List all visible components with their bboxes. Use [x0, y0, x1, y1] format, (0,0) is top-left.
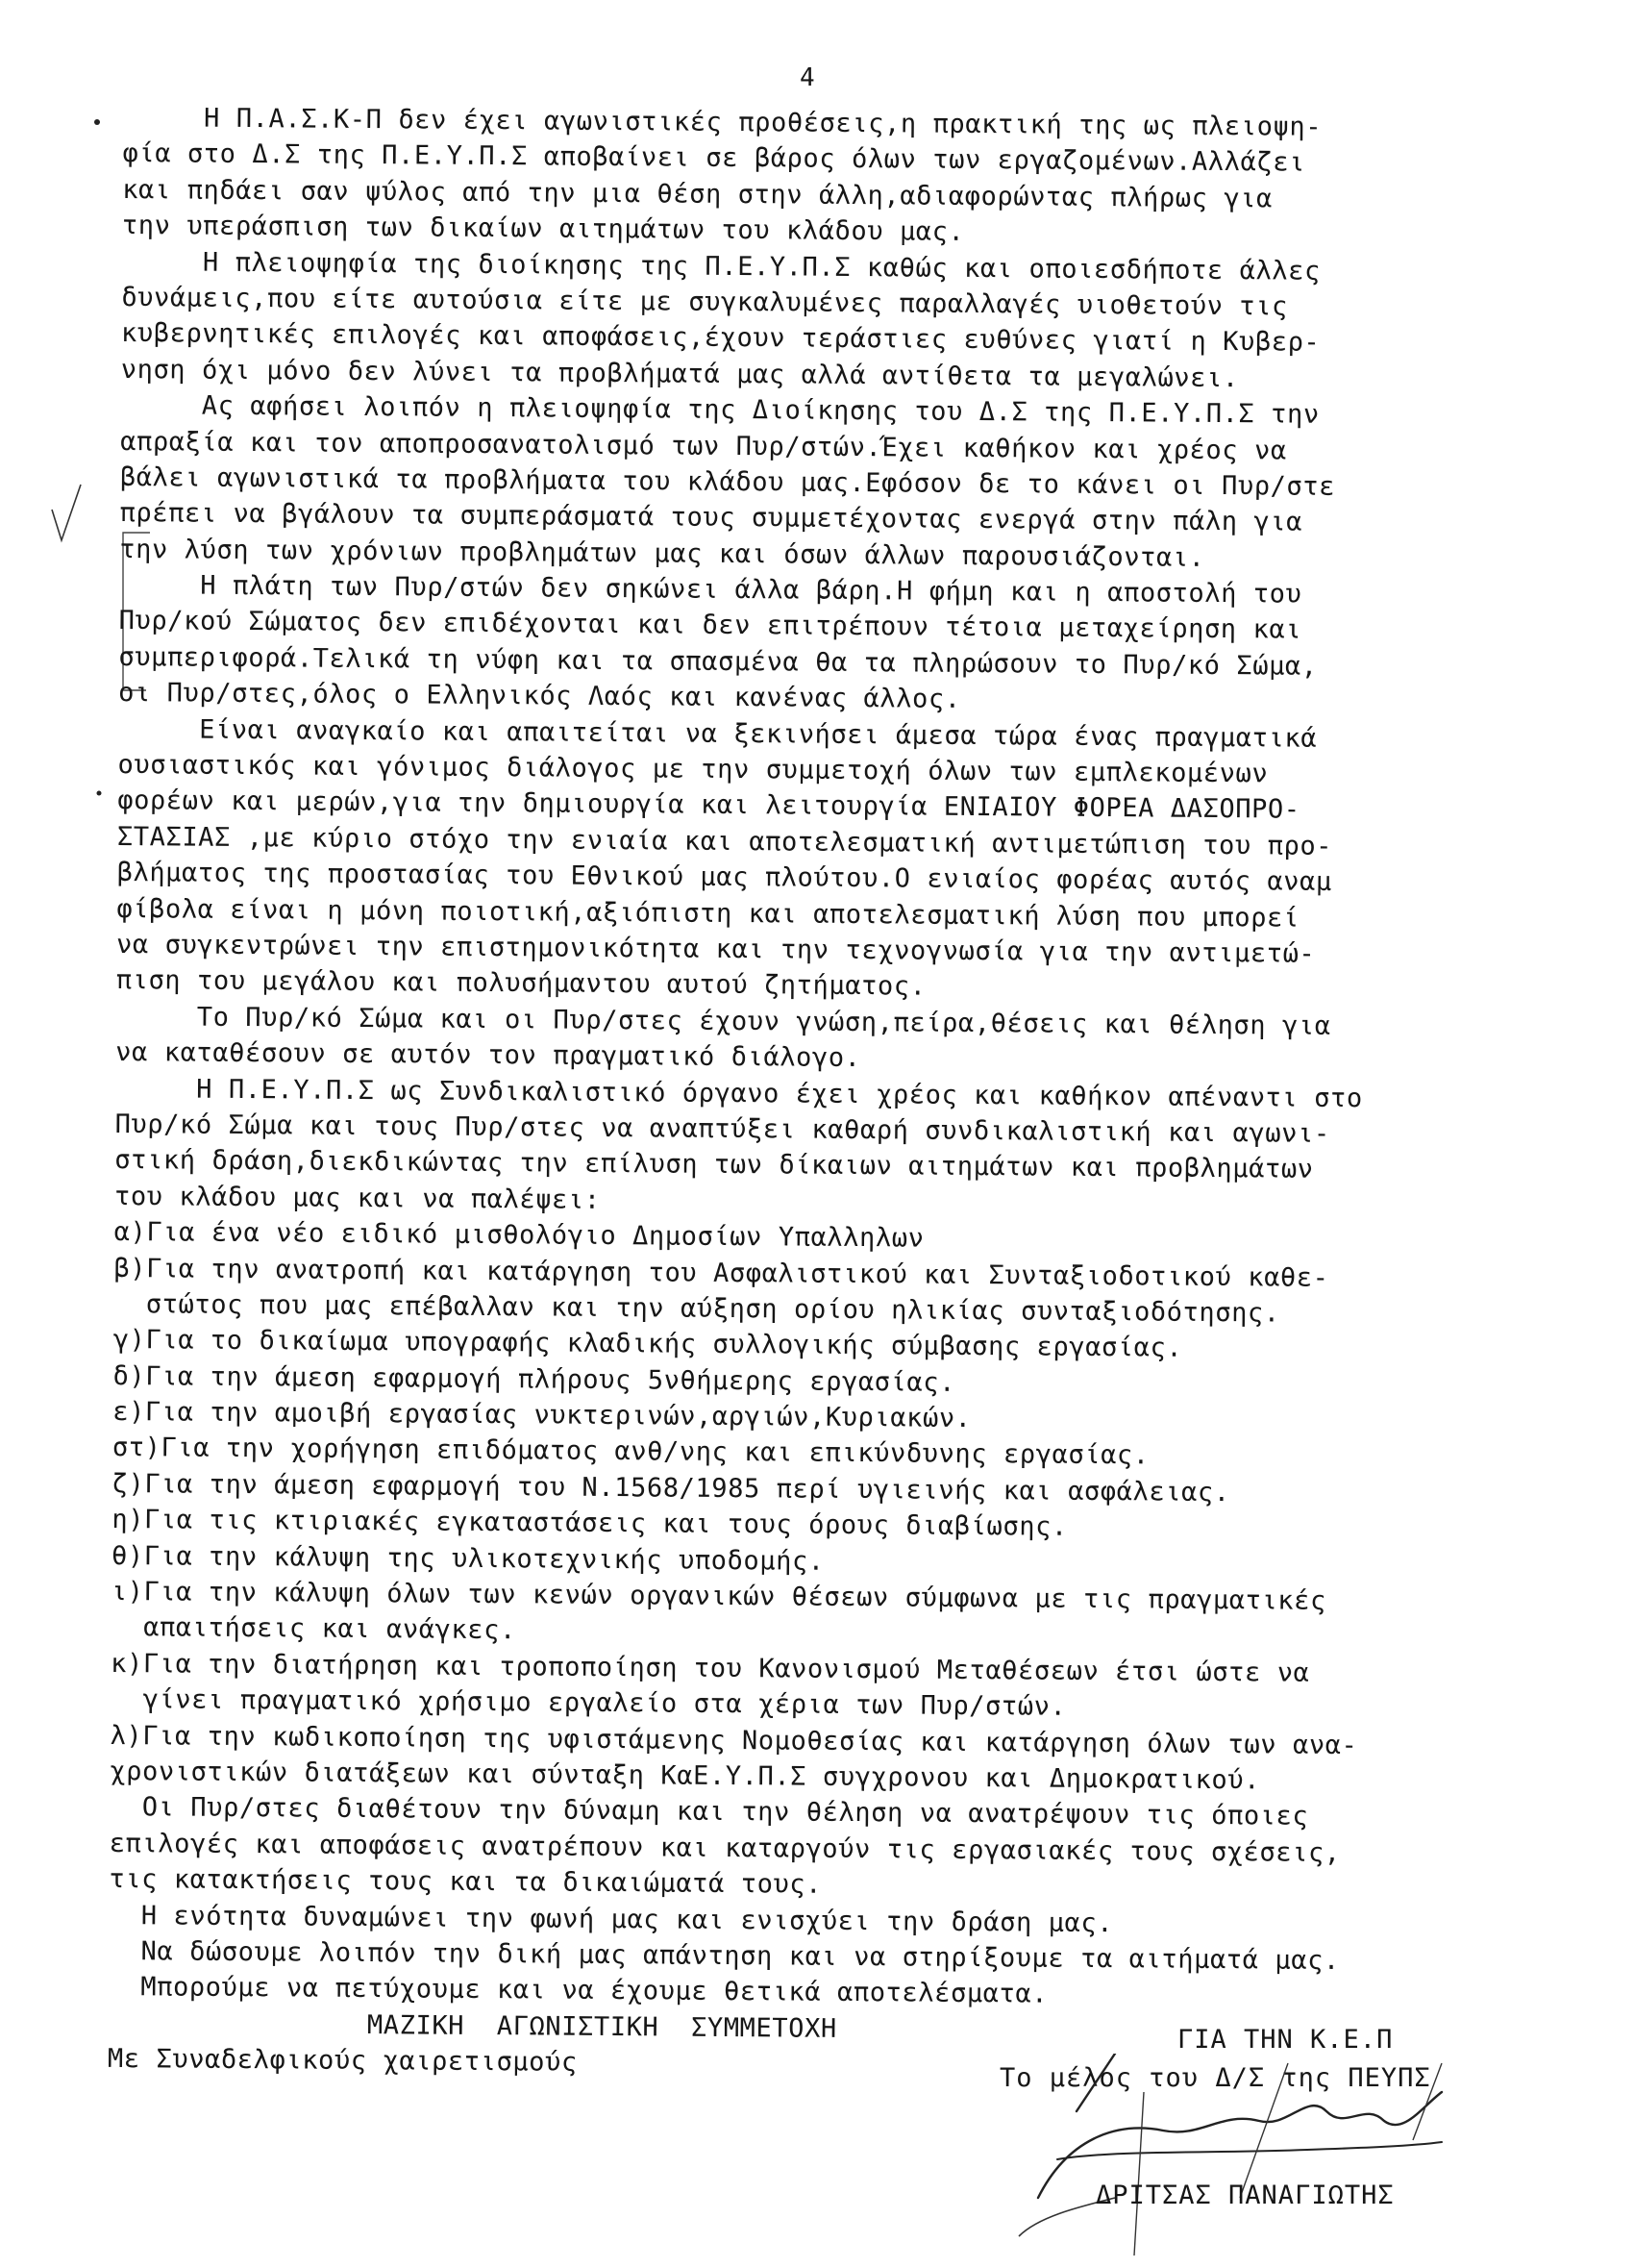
text-line: οι Πυρ/στες,όλος ο Ελληνικός Λαός και κανένας άλλος.	[118, 678, 961, 715]
text-line: β)Για την ανατροπή και κατάργηση του Ασφαλιστικού και Συνταξιοδοτικού καθε-	[113, 1253, 1329, 1293]
text-line: γίνει πραγματικό χρήσιμο εργαλείο στα χέρια των Πυρ/στών.	[110, 1684, 1067, 1722]
text-line: Με Συναδελφικούς χαιρετισμούς	[107, 2044, 578, 2078]
text-line: Είναι αναγκαίο και απαιτείται να ξεκινήσει άμεσα τώρα ένας πραγματικά	[117, 713, 1318, 754]
text-line: τις κατακτήσεις τους και τα δικαιώματά τους.	[109, 1864, 823, 1900]
margin-dot-mark	[90, 115, 104, 129]
margin-check-mark	[48, 481, 87, 558]
text-line: Η ενότητα δυναμώνει την φωνή μας και ενισχύει την δράση μας.	[109, 1900, 1114, 1938]
text-line: πρέπει να βγάλουν τα συμπεράσματά τους συμμετέχοντας ενεργά στην πάλη για	[119, 498, 1303, 537]
text-line: Πυρ/κό Σώμα και τους Πυρ/στες να αναπτύξει καθαρή συνδικαλιστική και αγωνι-	[114, 1109, 1330, 1149]
text-line: κυβερνητικές επιλογές και αποφάσεις,έχουν τεράστιες ευθύνες γιατί η Κυβερ-	[120, 318, 1321, 359]
text-line: συμπεριφορά.Τελικά τη νύφη και τα σπασμένα θα τα πληρώσουν το Πυρ/κό Σώμα,	[118, 641, 1318, 682]
margin-dot-mark-2	[92, 786, 106, 800]
text-line: φία στο Δ.Σ της Π.Ε.Υ.Π.Σ αποβαίνει σε βάρος όλων των εργαζομένων.Αλλάζει	[122, 138, 1306, 179]
text-line: Η Π.Ε.Υ.Π.Σ ως Συνδικαλιστικό όργανο έχει χρέος και καθήκον απέναντι στο	[114, 1073, 1363, 1113]
text-line: νηση όχι μόνο δεν λύνει τα προβλήματά μας αλλά αντίθετα τα μεγαλώνει.	[120, 354, 1239, 393]
text-line: δυνάμεις,που είτε αυτούσια είτε με συγκαλυμένες παραλλαγές υιοθετούν τις	[121, 282, 1289, 322]
text-line: φίβολα είναι η μόνη ποιοτική,αξιόπιστη και αποτελεσματική λύση που μπορεί	[116, 893, 1300, 934]
text-line: Οι Πυρ/στες διαθέτουν την δύναμη και την θέληση να ανατρέψουν τις όποιες	[109, 1792, 1309, 1832]
text-line: πιση του μεγάλου και πολυσήμαντου αυτού ζητήματος.	[115, 965, 927, 1002]
text-line: Μπορούμε να πετύχουμε και να έχουμε θετικά αποτελέσματα.	[108, 1972, 1049, 2009]
text-line: την λύση των χρόνιων προβλημάτων μας και όσων άλλων παρουσιάζονται.	[119, 534, 1205, 573]
text-line: στ)Για την χορήγηση επιδόματος ανθ/νης και επικύνδυνης εργασίας.	[111, 1433, 1150, 1471]
text-line: χρονιστικών διατάξεων και σύνταξη ΚαΕ.Υ.Π.Σ συγχρονου και Δημοκρατικού.	[110, 1756, 1261, 1796]
text-line: ουσιαστικός και γόνιμος διάλογος με την συμμετοχή όλων των εμπλεκομένων	[117, 750, 1269, 789]
text-line: α)Για ένα νέο ειδικό μισθολόγιο Δημοσίων Υπαλληλων	[113, 1217, 925, 1254]
text-line: και πηδάει σαν ψύλος από την μια θέση στην άλλη,αδιαφορώντας πλήρως για	[122, 174, 1274, 214]
text-line: κ)Για την διατήρηση και τροποποίηση του Κανονισμού Μεταθέσεων έτσι ώστε να	[111, 1648, 1310, 1688]
text-line: στώτος που μας επέβαλλαν και την αύξηση ορίου ηλικίας συνταξιοδότησης.	[113, 1288, 1280, 1329]
signature-role: Το μέλος του Δ/Σ της ΠΕΥΠΣ	[1000, 2063, 1431, 2093]
text-line: να συγκεντρώνει την επιστημονικότητα και την τεχνογνωσία για την αντιμετώ-	[115, 929, 1316, 969]
text-line: Η πλειοψηφία της διοίκησης της Π.Ε.Υ.Π.Σ καθώς και οποιεσδήποτε άλλες	[121, 246, 1322, 287]
text-line: ε)Για την αμοιβή εργασίας νυκτερινών,αργιών,Κυριακών.	[112, 1397, 972, 1434]
handwritten-signature	[1000, 2054, 1480, 2265]
text-line: Να δώσουμε λοιπόν την δική μας απάντηση και να στηρίξουμε τα αιτήματά μας.	[108, 1935, 1340, 1976]
text-line: απαιτήσεις και ανάγκες.	[111, 1612, 517, 1646]
text-line: Η πλάτη των Πυρ/στών δεν σηκώνει άλλα βάρη.Η φήμη και η αποστολή του	[118, 570, 1302, 610]
text-line: του κλάδου μας και να παλέψει:	[113, 1181, 601, 1215]
text-line: Το Πυρ/κό Σώμα και οι Πυρ/στες έχουν γνώση,πείρα,θέσεις και θέληση για	[115, 1001, 1331, 1041]
text-line: ΜΑΖΙΚΗ ΑΓΩΝΙΣΤΙΚΗ ΣΥΜΜΕΤΟΧΗ	[108, 2007, 837, 2044]
text-line: βάλει αγωνιστικά τα προβλήματα του κλάδου μας.Εφόσον δε το κάνει οι Πυρ/στε	[119, 461, 1336, 502]
text-line: Η Π.Α.Σ.Κ-Π δεν έχει αγωνιστικές προθέσεις,η πρακτική της ως πλειοψη-	[122, 102, 1323, 142]
text-line: ΣΤΑΣΙΑΣ ,με κύριο στόχο την ενιαία και αποτελεσματική αντιμετώπιση του προ-	[116, 821, 1333, 861]
text-line: ζ)Για την άμεση εφαρμογή του Ν.1568/1985 περί υγιεινής και ασφάλειας.	[111, 1468, 1230, 1508]
text-line: απραξία και τον αποπροσανατολισμό των Πυρ/στών.Έχει καθήκον και χρέος να	[120, 426, 1287, 466]
text-line: λ)Για την κωδικοποίηση της υφιστάμενης Νομοθεσίας και κατάργηση όλων των ανα-	[110, 1720, 1358, 1760]
signatory-name: ΔΡΙΤΣΑΣ ΠΑΝΑΓΙΩΤΗΣ	[1096, 2181, 1395, 2210]
text-line: Ας αφήσει λοιπόν η πλειοψηφία της Διοίκησης του Δ.Σ της Π.Ε.Υ.Π.Σ την	[120, 390, 1320, 430]
text-line: η)Για τις κτιριακές εγκαταστάσεις και τους όρους διαβίωσης.	[111, 1505, 1068, 1542]
text-line: βλήματος της προστασίας του Εθνικού μας πλούτου.Ο ενιαίος φορέας αυτός αναμ	[116, 858, 1332, 898]
page-number: 4	[800, 63, 815, 92]
text-line: Πυρ/κού Σώματος δεν επιδέχονται και δεν επιτρέπουν τέτοια μεταχείρηση και	[118, 606, 1302, 646]
text-line: την υπεράσπιση των δικαίων αιτημάτων του κλάδου μας.	[121, 211, 965, 248]
signature-block	[1000, 2025, 1499, 2265]
letter-body	[108, 100, 1565, 2088]
text-line: γ)Για το δικαίωμα υπογραφής κλαδικής συλλογικής σύμβασης εργασίας.	[112, 1325, 1183, 1363]
text-line: ι)Για την κάλυψη όλων των κενών οργανικών θέσεων σύμφωνα με τις πραγματικές	[111, 1576, 1327, 1616]
text-line: φορέων και μερών,για την δημιουργία και λειτουργία ΕΝΙΑΙΟΥ ΦΟΡΕΑ ΔΑΣΟΠΡΟ-	[117, 785, 1300, 826]
text-line: δ)Για την άμεση εφαρμογή πλήρους 5νθήμερης εργασίας.	[112, 1360, 956, 1398]
text-line: επιλογές και αποφάσεις ανατρέπουν και καταργούν τις εργασιακές τους σχέσεις,	[109, 1828, 1341, 1868]
text-line: να καταθέσουν σε αυτόν τον πραγματικό διάλογο.	[115, 1037, 861, 1074]
text-line: θ)Για την κάλυψη της υλικοτεχνικής υποδομής.	[111, 1540, 825, 1577]
text-line: στική δράση,διεκδικώντας την επίλυση των δίκαιων αιτημάτων και προβλημάτων	[114, 1145, 1314, 1185]
signature-title: ΓΙΑ ΤΗΝ Κ.Ε.Π	[1177, 2025, 1394, 2055]
